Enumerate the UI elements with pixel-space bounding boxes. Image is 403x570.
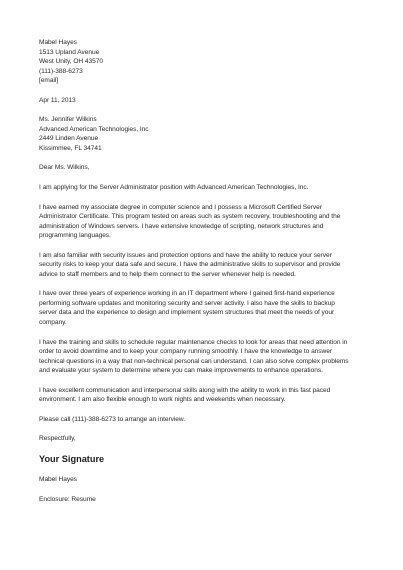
paragraph-line: advice to staff members and to help them connect to the server whenever help is needed. <box>39 270 296 278</box>
paragraph-line: I have over three years of experience working in an IT department where I gained first-hand experience <box>39 290 335 298</box>
paragraph-line: environment. I am also flexible enough to work nights and weekends when necessary. <box>39 396 286 404</box>
sender-phone: (111)-388-6273 <box>39 67 83 75</box>
body-paragraph-7 <box>39 415 373 425</box>
body-paragraph-6 <box>39 386 373 405</box>
paragraph-line: Please call (111)-388-6273 to arrange an interview. <box>39 415 186 423</box>
recipient-address-block <box>39 115 373 153</box>
paragraph-line: and evaluate your system to determine where you can make improvements to enhance operations. <box>39 367 323 375</box>
salutation: Dear Ms. Wilkins, <box>39 164 90 172</box>
body-paragraph-1 <box>39 183 373 193</box>
letter-date: Apr 11, 2013 <box>39 96 76 104</box>
body-paragraph-2 <box>39 203 373 241</box>
paragraph-line: security risks to keep your data safe and secure. I have the administrative skills to supervisor and provide <box>39 261 341 269</box>
paragraph-line: company. <box>39 319 67 327</box>
recipient-street: 2449 Linden Avenue <box>39 135 99 143</box>
paragraph-line: administration of Windows servers. I have extensive knowledge of scripting, network structures and <box>39 222 324 230</box>
paragraph-line: Administrator Certificate. This program tested on areas such as system recovery, troubleshooting and the <box>39 213 341 221</box>
salutation-block <box>39 163 373 173</box>
sender-name: Mabel Hayes <box>39 39 77 46</box>
enclosure: Enclosure: Resume <box>39 495 96 503</box>
closing: Respectfully, <box>39 435 76 443</box>
paragraph-line: I have excellent communication and interpersonal skills along with the ability to work in this fast paced <box>39 386 331 394</box>
paragraph-line: I am applying for the Server Administrator position with Advanced American Technologies, Inc. <box>39 184 309 192</box>
paragraph-line: server data and the experience to design and implement system structures that meet the needs of your <box>39 309 335 317</box>
paragraph-line: programming languages. <box>39 232 111 240</box>
paragraph-line: performing software updates and monitoring security and server activity. I also have the skills to backup <box>39 299 335 307</box>
sender-street: 1513 Upland Avenue <box>39 48 100 56</box>
paragraph-line: I have earned my associate degree in computer science and I possess a Microsoft Certified Server <box>39 203 322 211</box>
body-paragraph-3 <box>39 251 373 280</box>
recipient-company: Advanced American Technologies, Inc <box>39 125 149 133</box>
paragraph-line: technical questions in a way that non-technical personal can understand. I can also solve complex problems <box>39 357 349 365</box>
body-paragraph-4 <box>39 289 373 327</box>
letter-date-block <box>39 96 373 106</box>
enclosure-block <box>39 495 373 505</box>
sender-email: [email] <box>39 77 59 85</box>
body-paragraph-5 <box>39 338 373 376</box>
paragraph-line: order to avoid downtime and to keep your company running smoothly. I have the knowledge to answer <box>39 348 333 356</box>
sender-address-block <box>39 38 373 86</box>
sender-city: West Unity, OH 43570 <box>39 58 103 66</box>
signer-block <box>39 475 373 485</box>
recipient-city: Kissimmee, FL 34741 <box>39 144 102 152</box>
closing-block <box>39 434 373 444</box>
recipient-name: Ms. Jennifer Wilkins <box>39 116 97 124</box>
paragraph-line: I am also familiar with security issues and protection options and have the ability to reduce your server <box>39 251 332 259</box>
paragraph-line: I have the training and skills to schedule regular maintenance checks to look for areas that need attention in <box>39 338 348 346</box>
signer-name: Mabel Hayes <box>39 475 77 483</box>
signature: Your Signature <box>39 453 105 464</box>
